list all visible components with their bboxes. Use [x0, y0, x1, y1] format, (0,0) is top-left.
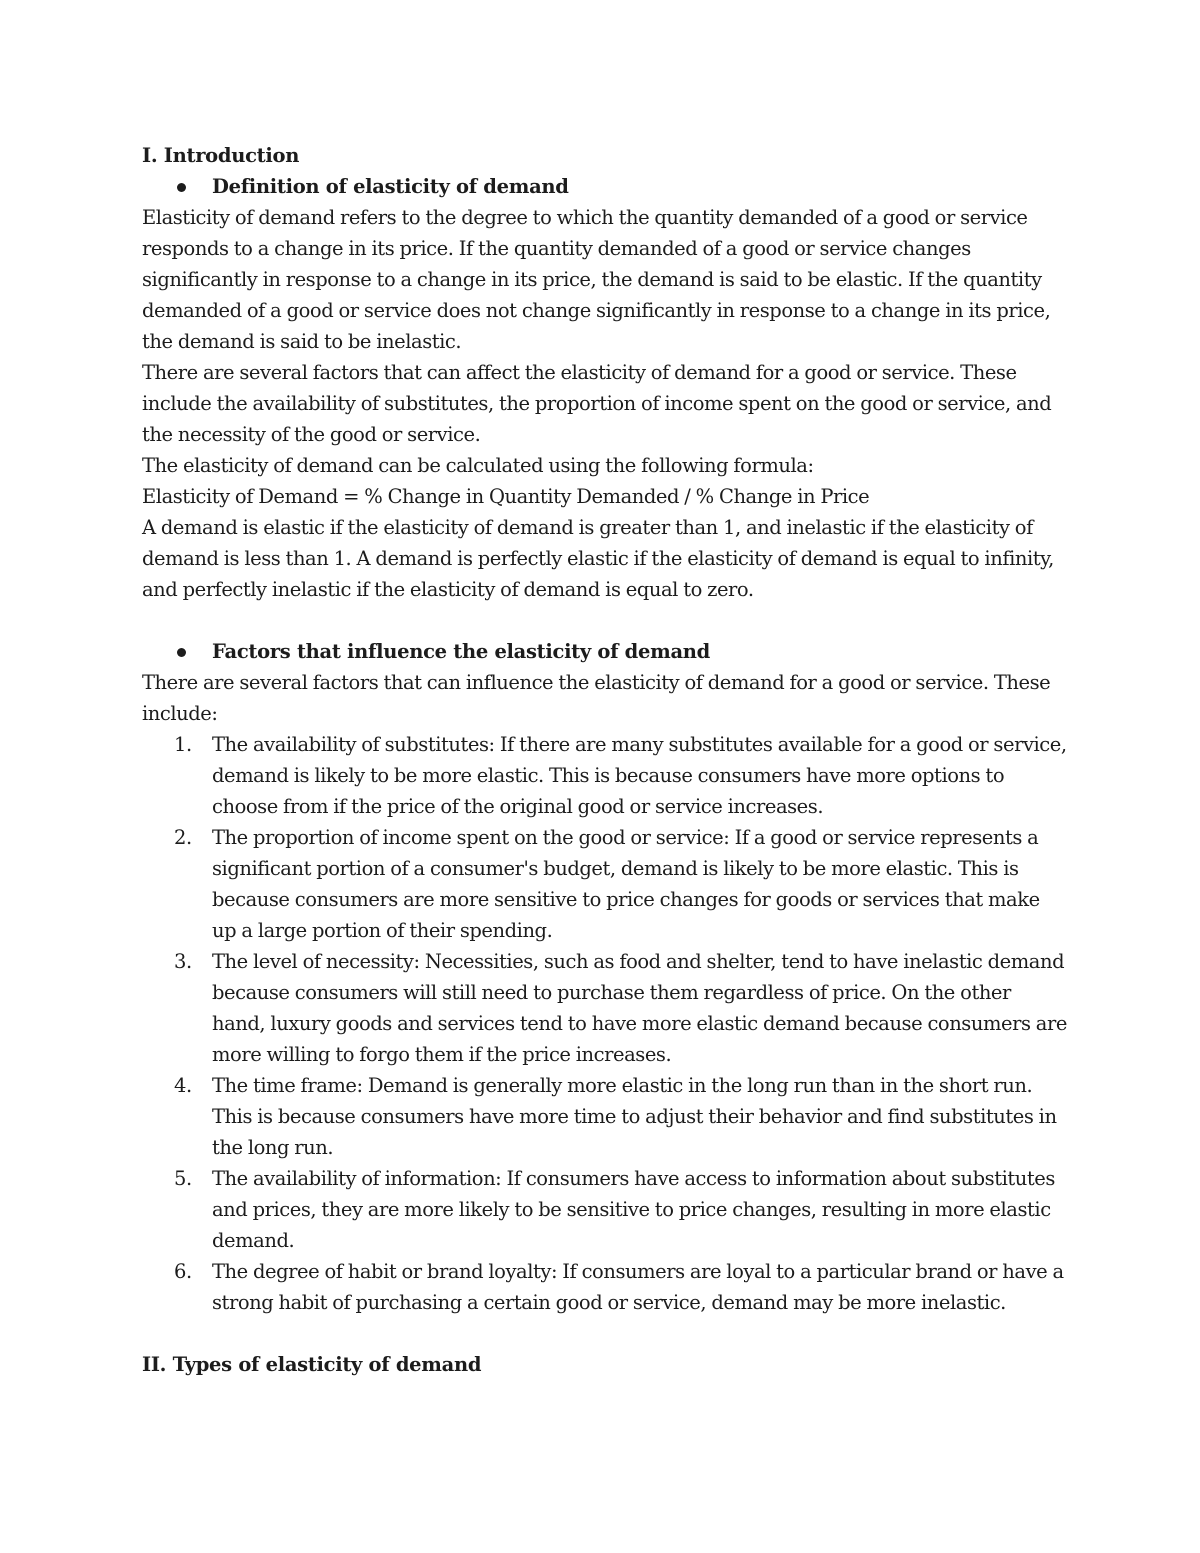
- list-item: [142, 729, 1067, 822]
- list-item: [142, 1070, 1067, 1163]
- list-item-number: 2.: [174, 826, 192, 849]
- spacer: [142, 1318, 1067, 1349]
- list-item-number: 3.: [174, 950, 192, 973]
- list-item-text: The availability of information: If consumers have access to information about substitutes and prices, they are more likely to be sensitive to price changes, resulting in more elastic demand.: [212, 1167, 1055, 1252]
- bullet-icon: [177, 183, 186, 192]
- list-item-number: 1.: [174, 733, 192, 756]
- section-heading-introduction: I. Introduction: [142, 144, 300, 167]
- list-item-number: 5.: [174, 1167, 192, 1190]
- paragraph-factors-intro: There are several factors that can influence the elasticity of demand for a good or service. These include:: [142, 671, 1051, 725]
- list-item: [142, 1256, 1067, 1318]
- list-item-number: 4.: [174, 1074, 192, 1097]
- list-item-number: 6.: [174, 1260, 192, 1283]
- paragraph-elastic-criteria: A demand is elastic if the elasticity of demand is greater than 1, and inelastic if the elasticity of demand is less than 1. A demand is perfectly elastic if the elasticity of demand is equal to infinity, and perfectly inelastic if the elasticity of demand is equal to zero.: [142, 516, 1054, 601]
- list-item-text: The time frame: Demand is generally more elastic in the long run than in the short run. This is because consumers have more time to adjust their behavior and find substitutes in the long run.: [212, 1074, 1057, 1159]
- paragraph-definition: Elasticity of demand refers to the degree to which the quantity demanded of a good or service responds to a change in its price. If the quantity demanded of a good or service changes significantly in response to a change in its price, the demand is said to be elastic. If the quantity demanded of a good or service does not change significantly in response to a change in its price, the demand is said to be inelastic.: [142, 206, 1051, 353]
- list-item-text: The availability of substitutes: If there are many substitutes available for a good or service, demand is likely to be more elastic. This is because consumers have more options to choose from if the price of the original good or service increases.: [212, 733, 1067, 818]
- paragraph-formula: Elasticity of Demand = % Change in Quantity Demanded / % Change in Price: [142, 485, 870, 508]
- list-item-text: The level of necessity: Necessities, such as food and shelter, tend to have inelastic demand because consumers will still need to purchase them regardless of price. On the other hand, luxury goods and services tend to have more elastic demand because consumers are more willing to forgo them if the price increases.: [212, 950, 1067, 1066]
- list-item: [142, 1163, 1067, 1256]
- subheading-definition-text: Definition of elasticity of demand: [212, 175, 569, 198]
- list-item-text: The degree of habit or brand loyalty: If consumers are loyal to a particular brand or have a strong habit of purchasing a certain good or service, demand may be more inelastic.: [212, 1260, 1064, 1314]
- paragraph-formula-intro: The elasticity of demand can be calculated using the following formula:: [142, 454, 814, 477]
- factors-list: [142, 729, 1067, 1318]
- subheading-definition: [142, 171, 1067, 202]
- section-heading-types: II. Types of elasticity of demand: [142, 1353, 482, 1376]
- paragraph-factors-overview: There are several factors that can affect the elasticity of demand for a good or service. These include the availability of substitutes, the proportion of income spent on the good or service, and the necessity of the good or service.: [142, 361, 1052, 446]
- document-body: [142, 140, 1067, 1380]
- list-item: [142, 822, 1067, 946]
- spacer: [142, 605, 1067, 636]
- subheading-factors-text: Factors that influence the elasticity of demand: [212, 640, 711, 663]
- bullet-icon: [177, 648, 186, 657]
- list-item: [142, 946, 1067, 1070]
- list-item-text: The proportion of income spent on the good or service: If a good or service represents a significant portion of a consumer's budget, demand is likely to be more elastic. This is because consumers are more sensitive to price changes for goods or services that make up a large portion of their spending.: [212, 826, 1040, 942]
- subheading-factors: [142, 636, 1067, 667]
